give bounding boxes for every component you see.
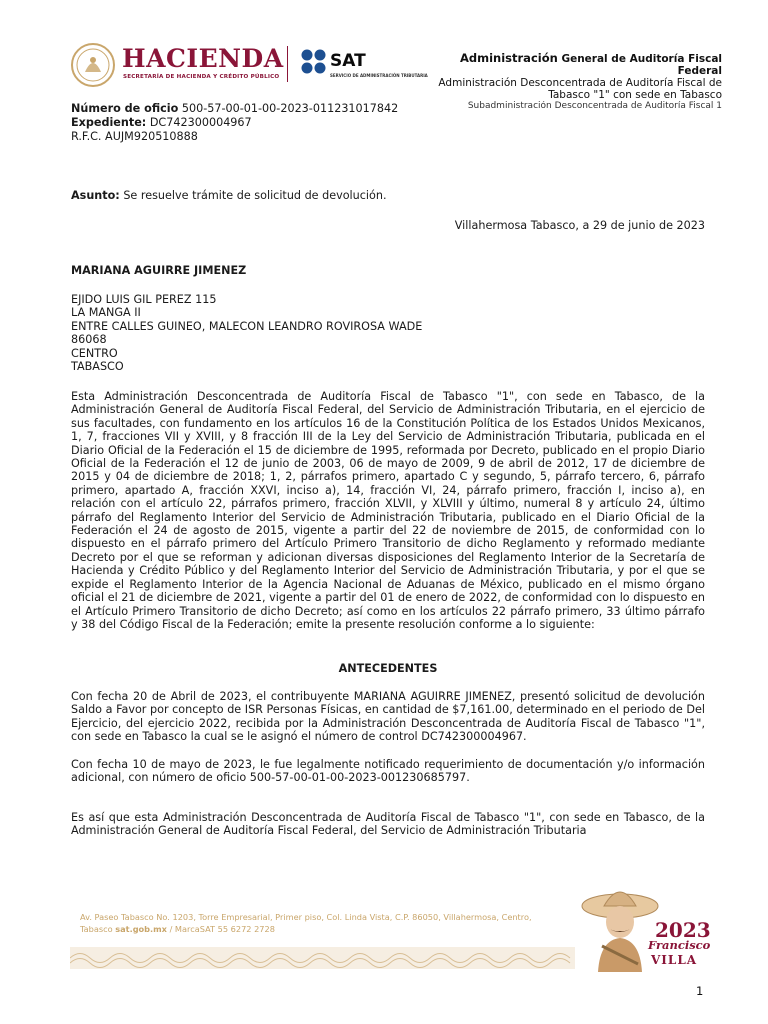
- villa-name: Francisco: [648, 938, 711, 952]
- decorative-pattern-band: [70, 947, 575, 969]
- hacienda-subtitle: SECRETARÍA DE HACIENDA Y CRÉDITO PÚBLICO: [123, 74, 280, 80]
- direccion-linea: LA MANGA II: [71, 306, 141, 320]
- hacienda-logo: [70, 42, 290, 90]
- villa-year: 2023: [655, 918, 711, 942]
- hacienda-wordmark: HACIENDA: [122, 44, 284, 73]
- footer-contacto: Tabasco sat.gob.mx / MarcaSAT 55 6272 2728: [80, 924, 275, 934]
- rfc: R.F.C. AUJM920510888: [71, 130, 198, 143]
- parrafo-antecedente-2: Con fecha 10 de mayo de 2023, le fue legalmente notificado requerimiento de documentación y/o información adicional, con número de oficio 500-57-00-01-00-2023-001230685797.: [71, 758, 705, 785]
- direccion-linea: CENTRO: [71, 346, 118, 360]
- direccion-linea: EJIDO LUIS GIL PEREZ 115: [71, 293, 217, 306]
- fecha-lugar: Villahermosa Tabasco, a 29 de junio de 2023: [454, 219, 705, 232]
- sat-wordmark: SAT: [330, 51, 366, 71]
- mexican-coat-of-arms-icon: [70, 42, 116, 88]
- numero-oficio: Número de oficio 500-57-00-01-00-2023-011231017842: [71, 102, 399, 115]
- direccion-linea: 86068: [71, 333, 107, 347]
- sat-logo: [300, 48, 428, 82]
- expediente: Expediente: DC742300004967: [71, 116, 252, 129]
- page-number: 1: [696, 984, 704, 998]
- francisco-villa-portrait-icon: [580, 876, 660, 972]
- direccion-linea: TABASCO: [71, 360, 124, 374]
- destinatario-nombre: MARIANA AGUIRRE JIMENEZ: [71, 264, 247, 277]
- footer-web-link[interactable]: sat.gob.mx: [115, 924, 167, 934]
- footer-direccion: Av. Paseo Tabasco No. 1203, Torre Empresarial, Primer piso, Col. Linda Vista, C.P. 86050, Villahermosa, Centro,: [80, 912, 532, 922]
- admin-line-3: Subadministración Desconcentrada de Auditoría Fiscal 1: [467, 101, 722, 108]
- asunto: Asunto: Se resuelve trámite de solicitud de devolución.: [71, 189, 387, 202]
- direccion-linea: ENTRE CALLES GUINEO, MALECON LEANDRO ROVIROSA WADE: [71, 319, 423, 333]
- logo-divider: [287, 46, 288, 82]
- footer-address: [80, 911, 580, 935]
- sat-dots-icon: [300, 48, 328, 80]
- antecedentes-titulo: ANTECEDENTES: [338, 662, 438, 675]
- parrafo-antecedente-1: Con fecha 20 de Abril de 2023, el contribuyente MARIANA AGUIRRE JIMENEZ, presentó solicitud de devolución Saldo a Favor por concepto de ISR Personas Físicas, en cantidad de $7,161.00, determinado en el periodo de Del Ejercicio, del ejercicio 2022, recibida por la Administración Desconcentrada de Auditoría Fiscal de Tabasco "1", con sede en Tabasco la cual se le asignó el número de control DC742300004967.: [71, 690, 705, 744]
- sat-subtitle: SERVICIO DE ADMINISTRACIÓN TRIBUTARIA: [330, 73, 428, 78]
- administration-header: [422, 52, 722, 108]
- parrafo-resolucion: Es así que esta Administración Desconcentrada de Auditoría Fiscal de Tabasco "1", con sede en Tabasco, de la Administración General de Auditoría Fiscal Federal, del Servicio de Administración Tributaria: [71, 811, 705, 838]
- parrafo-fundamento: Esta Administración Desconcentrada de Auditoría Fiscal de Tabasco "1", con sede en Tabasco, de la Administración General de Auditoría Fiscal Federal, del Servicio de Administración Tributaria, en el ejercicio de sus facultades, con fundamento en los artículos 16 de la Constitución Política de los Estados Unidos Mexicanos, 1, 7, fracciones VII y XVIII, y 8 fracción III de la Ley del Servicio de Administración Tributaria, publicada en el Diario Oficial de la Federación el 15 de diciembre de 1995, reformada por Decreto, publicado en el propio Diario Oficial de la Federación el 12 de junio de 2003, 06 de mayo de 2009, 9 de abril de 2012, 17 de diciembre de 2015 y 04 de diciembre de 2018; 1, 2, párrafos primero, apartado C y segundo, 5, párrafo tercero, 6, párrafo primero, apartado A, fracción XXVI, inciso a), 14, fracción VI, 24, párrafo primero, fracción I, inciso a), en relación con el artículo 22, párrafos primero, fracción XLVII, y XLVIII y último, numeral 8 y artículo 24, último párrafo del Reglamento Interior del Servicio de Administración Tributaria, publicado en el Diario Oficial de la Federación el 24 de agosto de 2015, vigente a partir del 22 de noviembre de 2015, de conformidad con lo dispuesto en el párrafo primero del Artículo Primero Transitorio de dicho Reglamento y reformado mediante Decreto por el que se reforman y adicionan diversas disposiciones del Reglamento Interior de la Secretaría de Hacienda y Crédito Público y del Reglamento Interior del Servicio de Administración Tributaria, y por el que se expide el Reglamento Interior de la Agencia Nacional de Aduanas de México, publicado en el mismo órgano oficial el 21 de diciembre de 2021, vigente a partir del 01 de enero de 2022, de conformidad con lo dispuesto en el Artículo Primero Transitorio de dicho Decreto; así como en los artículos 22 párrafo primero, 33 último párrafo y 38 del Código Fiscal de la Federación; emite la presente resolución conforme a lo siguiente:: [71, 390, 705, 631]
- admin-line-1: Administración General de Auditoría Fiscal Federal: [459, 51, 722, 77]
- villa-surname: VILLA: [651, 953, 698, 967]
- admin-line-2: Administración Desconcentrada de Auditoría Fiscal de Tabasco "1" con sede en Tabasco: [438, 77, 722, 101]
- destinatario-direccion: [71, 293, 422, 373]
